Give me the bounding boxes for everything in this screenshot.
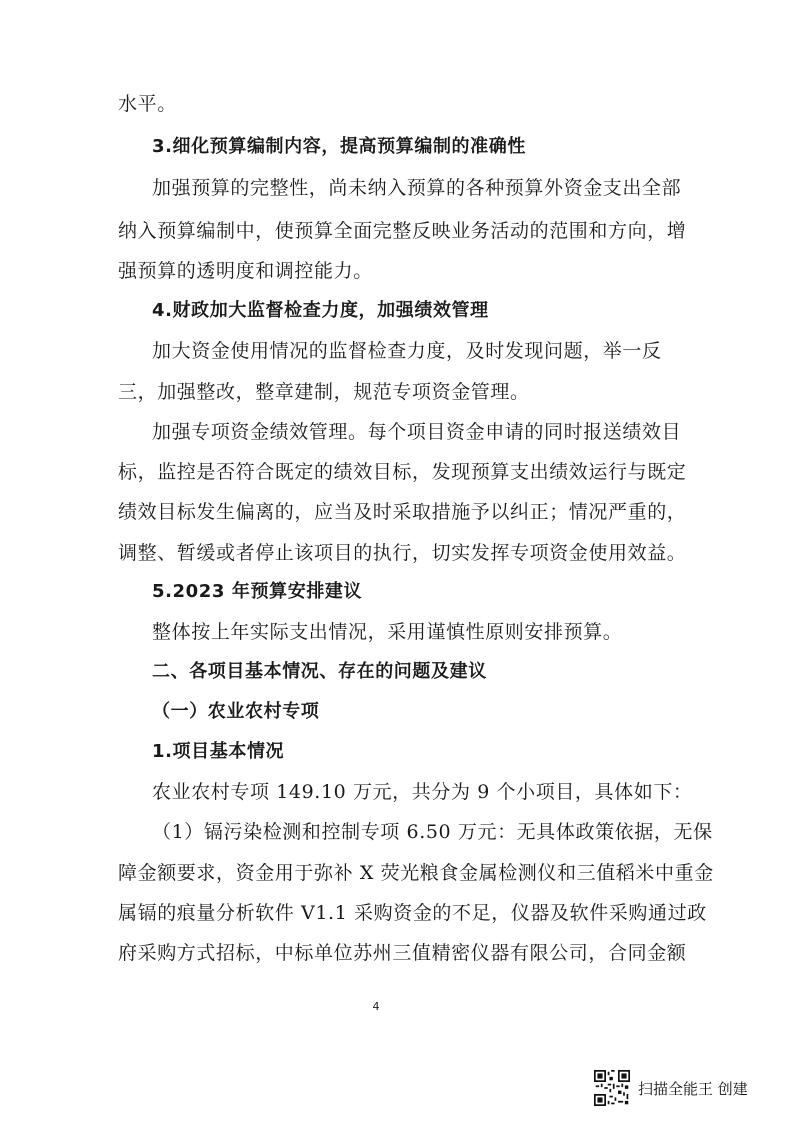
paragraph-line: 农业农村专项 149.10 万元，共分为 9 个小项目，具体如下： bbox=[152, 781, 693, 803]
paragraph-line: 三，加强整改，整章建制，规范专项资金管理。 bbox=[118, 381, 530, 403]
section-heading: 1.项目基本情况 bbox=[152, 741, 285, 762]
paragraph-line: 调整、暂缓或者停止该项目的执行，切实发挥专项资金使用效益。 bbox=[118, 542, 687, 564]
section-heading: 5.2023 年预算安排建议 bbox=[152, 581, 363, 602]
paragraph-line: 府采购方式招标，中标单位苏州三值精密仪器有限公司，合同金额 bbox=[118, 942, 687, 964]
section-heading: 二、各项目基本情况、存在的问题及建议 bbox=[152, 661, 487, 682]
watermark-label: 扫描全能王 创建 bbox=[638, 1079, 748, 1098]
paragraph-line: 绩效目标发生偏离的，应当及时采取措施予以纠正；情况严重的， bbox=[118, 501, 687, 523]
paragraph-line: 标，监控是否符合既定的绩效目标，发现预算支出绩效运行与既定 bbox=[118, 461, 687, 483]
paragraph-line: 水平。 bbox=[118, 93, 177, 115]
paragraph-line: 强预算的透明度和调控能力。 bbox=[118, 260, 373, 282]
page-number: 4 bbox=[372, 1000, 380, 1013]
scanner-watermark bbox=[594, 1068, 748, 1108]
paragraph-line: 加大资金使用情况的监督检查力度，及时发现问题，举一反 bbox=[152, 340, 662, 362]
section-heading: 3.细化预算编制内容，提高预算编制的准确性 bbox=[152, 136, 526, 157]
paragraph-line: （1）镉污染检测和控制专项 6.50 万元：无具体政策依据，无保 bbox=[152, 821, 713, 843]
section-heading: （一）农业农村专项 bbox=[152, 701, 320, 722]
paragraph-line: 加强专项资金绩效管理。每个项目资金申请的同时报送绩效目 bbox=[152, 421, 682, 443]
section-heading: 4.财政加大监督检查力度，加强绩效管理 bbox=[152, 300, 489, 321]
paragraph-line: 障金额要求，资金用于弥补 X 荧光粮食金属检测仪和三值稻米中重金 bbox=[118, 862, 714, 884]
qr-code-icon bbox=[594, 1070, 630, 1106]
paragraph-line: 整体按上年实际支出情况，采用谨慎性原则安排预算。 bbox=[152, 621, 623, 643]
paragraph-line: 属镉的痕量分析软件 V1.1 采购资金的不足，仪器及软件采购通过政 bbox=[118, 902, 707, 924]
paragraph-line: 加强预算的完整性，尚未纳入预算的各种预算外资金支出全部 bbox=[152, 177, 682, 199]
paragraph-line: 纳入预算编制中，使预算全面完整反映业务活动的范围和方向，增 bbox=[118, 220, 687, 242]
